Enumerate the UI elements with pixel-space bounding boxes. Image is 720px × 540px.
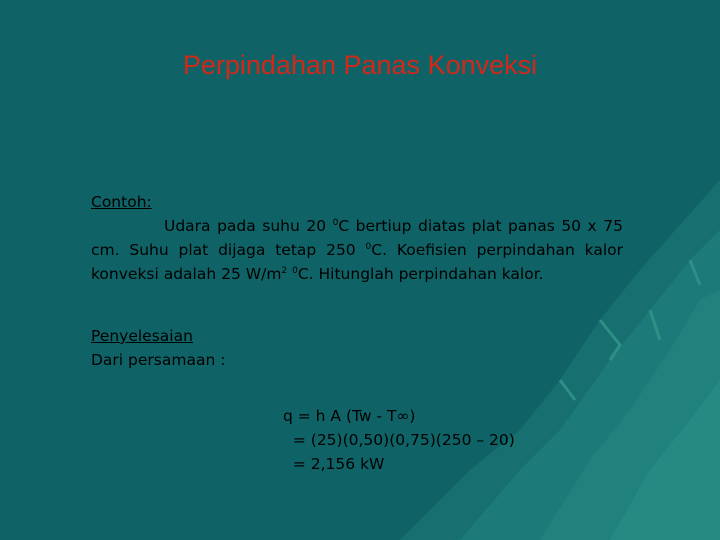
solution-intro: Dari persamaan : [91,351,226,369]
equation-line-3: = 2,156 kW [283,455,385,473]
equation-block [283,404,515,476]
example-text-3: C. Koefisien perpindahan kalor konveksi adalah 25 W/m [91,241,623,283]
example-text-1: Udara pada suhu 20 [164,217,333,235]
example-heading: Contoh: [91,193,152,211]
example-paragraph [91,214,623,286]
example-text-2: C bertiup diatas plat panas 50 x 75 cm. Suhu plat dijaga tetap 250 [91,217,623,259]
slide-title: Perpindahan Panas Konveksi [182,50,538,80]
degree-superscript: 0 [332,218,339,228]
squared-superscript: 2 [281,266,288,276]
equation-line-1: q = h A (Tw - T∞) [283,407,416,425]
solution-block [91,324,623,372]
equation-line-2: = (25)(0,50)(0,75)(250 – 20) [283,431,515,449]
solution-heading: Penyelesaian [91,327,193,345]
degree-superscript: 0 [292,266,298,276]
example-text-4: C. Hitunglah perpindahan kalor. [297,265,544,283]
degree-superscript: 0 [365,242,372,252]
example-block [91,190,623,286]
